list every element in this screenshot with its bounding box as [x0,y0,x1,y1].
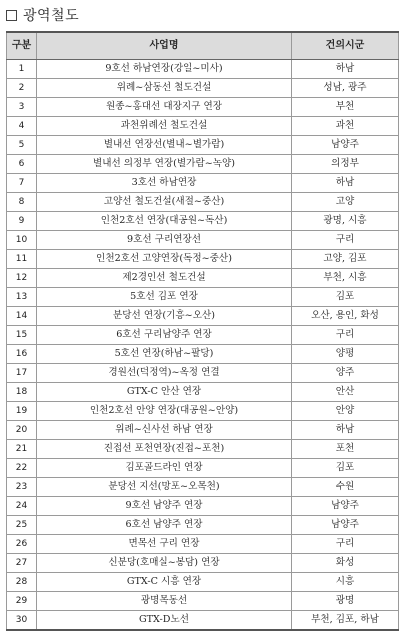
row-number: 12 [7,269,37,288]
table-row [7,98,399,117]
table-row [7,307,399,326]
project-name: 분당선 연장(기흥~오산) [37,307,292,326]
proposing-city: 의정부 [292,155,399,174]
row-number: 17 [7,364,37,383]
row-number: 20 [7,421,37,440]
table-row [7,516,399,535]
table-row [7,459,399,478]
row-number: 28 [7,573,37,592]
project-name: 진접선 포천연장(진접~포천) [37,440,292,459]
table-row [7,117,399,136]
project-name: 과천위례선 철도건설 [37,117,292,136]
proposing-city: 과천 [292,117,399,136]
row-number: 6 [7,155,37,174]
row-number: 10 [7,231,37,250]
row-number: 5 [7,136,37,155]
table-row [7,193,399,212]
row-number: 1 [7,60,37,79]
section-title-text: 광역철도 [23,8,80,24]
project-name: 9호선 남양주 연장 [37,497,292,516]
proposing-city: 하남 [292,174,399,193]
project-name: 신분당(호매실~봉담) 연장 [37,554,292,573]
table-row [7,573,399,592]
table-row [7,288,399,307]
proposing-city: 양주 [292,364,399,383]
project-name: 광명목동선 [37,592,292,611]
row-number: 13 [7,288,37,307]
header-project-name: 사업명 [37,32,292,60]
table-body [7,60,399,631]
proposing-city: 오산, 용인, 화성 [292,307,399,326]
proposing-city: 구리 [292,326,399,345]
project-name: 위례~삼동선 철도건설 [37,79,292,98]
project-name: 5호선 연장(하남~팔당) [37,345,292,364]
project-name: 6호선 구리남양주 연장 [37,326,292,345]
table-row [7,440,399,459]
project-name: 인천2호선 고양연장(독정~중산) [37,250,292,269]
project-name: GTX-C 시흥 연장 [37,573,292,592]
table-row [7,60,399,79]
project-name: 별내선 연장선(별내~별가람) [37,136,292,155]
table-row [7,231,399,250]
project-name: 분당선 지선(망포~오목천) [37,478,292,497]
project-name: 고양선 철도건설(새절~중산) [37,193,292,212]
section-title [6,4,79,26]
proposing-city: 구리 [292,535,399,554]
project-name: 원종~홍대선 대장지구 연장 [37,98,292,117]
proposing-city: 하남 [292,421,399,440]
table-row [7,174,399,193]
row-number: 11 [7,250,37,269]
table-row [7,250,399,269]
proposing-city: 시흥 [292,573,399,592]
project-name: 인천2호선 연장(대공원~독산) [37,212,292,231]
row-number: 3 [7,98,37,117]
proposing-city: 수원 [292,478,399,497]
row-number: 23 [7,478,37,497]
row-number: 24 [7,497,37,516]
table-row [7,554,399,573]
proposing-city: 안양 [292,402,399,421]
proposing-city: 성남, 광주 [292,79,399,98]
project-name: 6호선 남양주 연장 [37,516,292,535]
project-name: GTX-C 안산 연장 [37,383,292,402]
table-row [7,478,399,497]
table-row [7,497,399,516]
proposing-city: 광명 [292,592,399,611]
project-name: 3호선 하남연장 [37,174,292,193]
table-row [7,212,399,231]
row-number: 27 [7,554,37,573]
table-row [7,383,399,402]
proposing-city: 부천, 김포, 하남 [292,611,399,631]
row-number: 8 [7,193,37,212]
row-number: 25 [7,516,37,535]
proposing-city: 남양주 [292,497,399,516]
table-row [7,136,399,155]
proposing-city: 남양주 [292,516,399,535]
table-header-row [7,32,399,60]
project-name: 별내선 의정부 연장(별가람~녹양) [37,155,292,174]
table-row [7,326,399,345]
table-row [7,592,399,611]
table-row [7,402,399,421]
table-row [7,364,399,383]
row-number: 30 [7,611,37,631]
row-number: 29 [7,592,37,611]
row-number: 22 [7,459,37,478]
header-no: 구분 [7,32,37,60]
project-table [6,31,399,631]
table-row [7,611,399,631]
table-row [7,79,399,98]
proposing-city: 부천 [292,98,399,117]
row-number: 18 [7,383,37,402]
table-row [7,155,399,174]
row-number: 9 [7,212,37,231]
proposing-city: 하남 [292,60,399,79]
table-row [7,535,399,554]
project-name: 9호선 하남연장(강일~미사) [37,60,292,79]
header-city: 건의시군 [292,32,399,60]
proposing-city: 고양, 김포 [292,250,399,269]
proposing-city: 구리 [292,231,399,250]
proposing-city: 양평 [292,345,399,364]
row-number: 4 [7,117,37,136]
table-row [7,345,399,364]
project-name: 위례~신사선 하남 연장 [37,421,292,440]
proposing-city: 포천 [292,440,399,459]
proposing-city: 김포 [292,288,399,307]
row-number: 14 [7,307,37,326]
checkbox-square-icon [6,10,17,21]
project-name: GTX-D노선 [37,611,292,631]
proposing-city: 고양 [292,193,399,212]
project-name: 5호선 김포 연장 [37,288,292,307]
project-name: 면목선 구리 연장 [37,535,292,554]
project-name: 9호선 구리연장선 [37,231,292,250]
row-number: 19 [7,402,37,421]
proposing-city: 화성 [292,554,399,573]
row-number: 26 [7,535,37,554]
proposing-city: 남양주 [292,136,399,155]
project-name: 제2경인선 철도건설 [37,269,292,288]
row-number: 15 [7,326,37,345]
table-row [7,421,399,440]
project-name: 경원선(덕정역)~옥정 연결 [37,364,292,383]
row-number: 16 [7,345,37,364]
table-row [7,269,399,288]
row-number: 7 [7,174,37,193]
proposing-city: 안산 [292,383,399,402]
row-number: 21 [7,440,37,459]
row-number: 2 [7,79,37,98]
proposing-city: 김포 [292,459,399,478]
proposing-city: 광명, 시흥 [292,212,399,231]
project-name: 김포골드라인 연장 [37,459,292,478]
proposing-city: 부천, 시흥 [292,269,399,288]
project-name: 인천2호선 안양 연장(대공원~안양) [37,402,292,421]
